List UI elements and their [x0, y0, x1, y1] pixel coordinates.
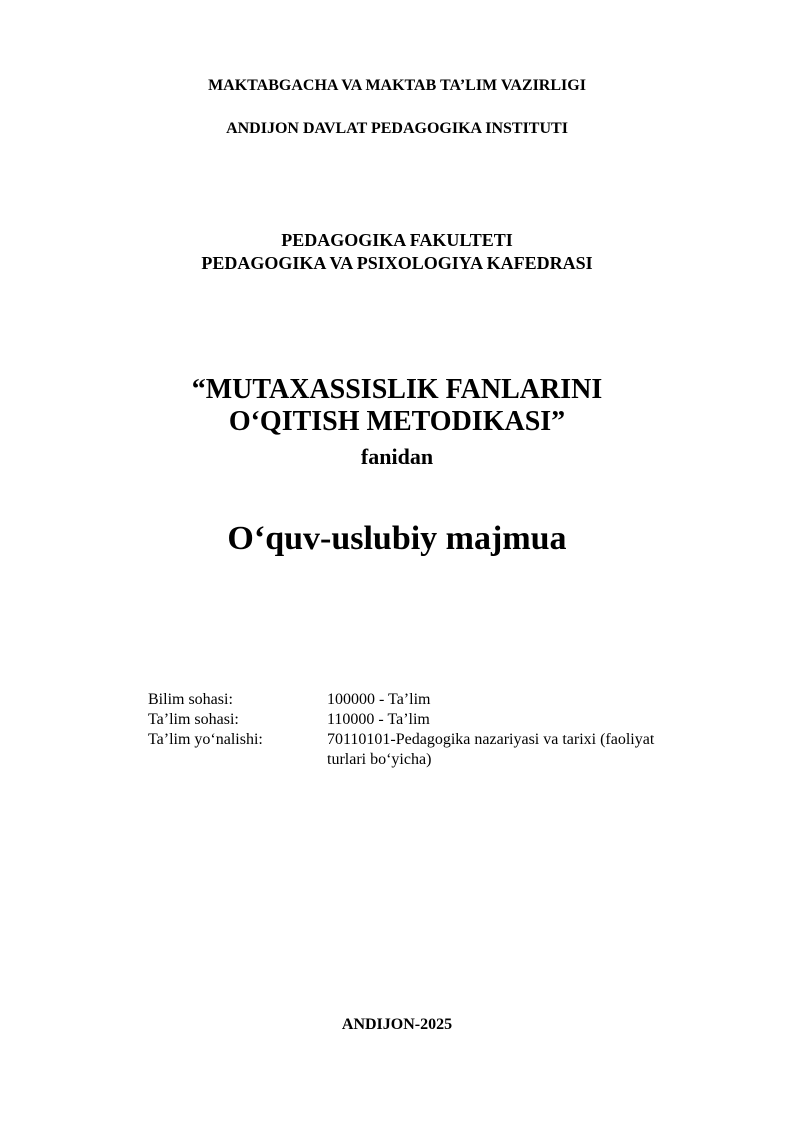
info-row-continuation [148, 750, 727, 770]
info-value: 110000 - Ta’lim [327, 711, 430, 728]
info-label: Ta’lim sohasi: [148, 711, 239, 728]
subject-title-line2: O‘QITISH METODIKASI” [228, 406, 566, 437]
info-row [148, 730, 727, 750]
subject-suffix: fanidan [360, 444, 434, 469]
info-value-continuation: turlari bo‘yicha) [327, 751, 432, 768]
document-type-title: O‘quv-uslubiy majmua [227, 520, 567, 557]
info-row [148, 690, 727, 710]
info-value: 70110101-Pedagogika nazariyasi va tarixi (faoliyat [327, 731, 655, 748]
info-row [148, 710, 727, 730]
city-year-footer: ANDIJON-2025 [341, 1016, 453, 1033]
faculty-heading: PEDAGOGIKA FAKULTETI [281, 230, 513, 250]
department-heading: PEDAGOGIKA VA PSIXOLOGIYA KAFEDRASI [201, 253, 593, 273]
info-value: 100000 - Ta’lim [327, 691, 431, 708]
program-info [148, 690, 727, 770]
info-label: Bilim sohasi: [148, 691, 233, 708]
ministry-heading: MAKTABGACHA VA MAKTAB TA’LIM VAZIRLIGI [208, 77, 586, 94]
subject-title-line1: “MUTAXASSISLIK FANLARINI [191, 374, 603, 405]
info-label: Ta’lim yo‘nalishi: [148, 731, 263, 748]
institute-heading: ANDIJON DAVLAT PEDAGOGIKA INSTITUTI [226, 120, 568, 137]
